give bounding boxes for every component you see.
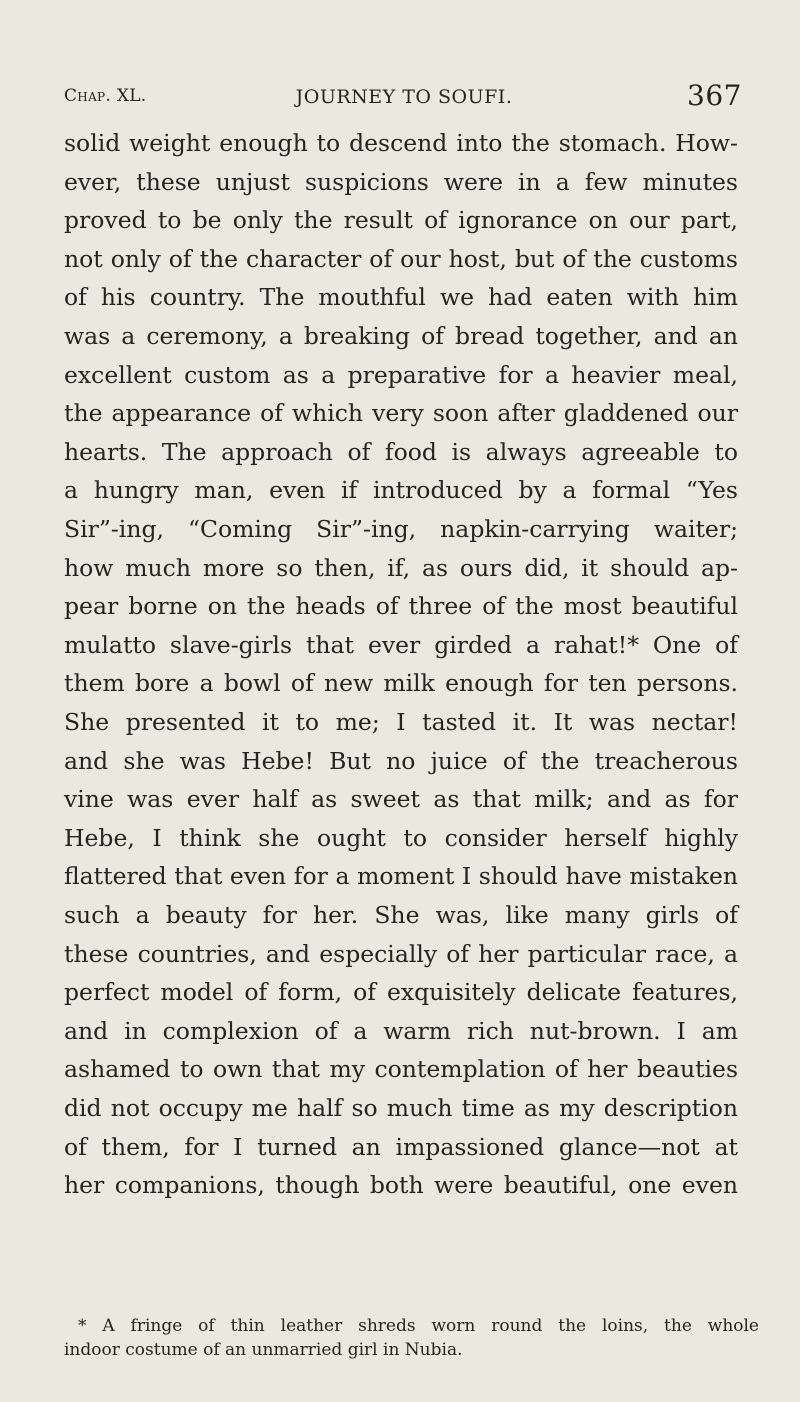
text-line: the appearance of which very soon after gladdened our: [64, 399, 738, 428]
page-number: 367: [687, 79, 742, 112]
text-line: ever, these unjust suspicions were in a few minutes: [64, 167, 738, 196]
text-line: a hungry man, even if introduced by a formal “Yes: [64, 476, 738, 505]
running-head: [64, 70, 742, 110]
text-line: She presented it to me; I tasted it. It was nectar!: [64, 708, 738, 736]
text-line: them bore a bowl of new milk enough for ten persons.: [64, 669, 738, 698]
text-line: and she was Hebe! But no juice of the treacherous: [64, 746, 738, 775]
text-line: solid weight enough to descend into the stomach. How-: [64, 129, 738, 157]
text-line: of his country. The mouthful we had eaten with him: [64, 283, 738, 312]
chapter-label: Chap. XL.: [64, 86, 147, 106]
text-line: and in complexion of a warm rich nut-brown. I am: [64, 1016, 738, 1045]
footnote-line: indoor costume of an unmarried girl in Nubia.: [64, 1340, 463, 1360]
text-line: pear borne on the heads of three of the most beautiful: [64, 592, 738, 621]
text-line: of them, for I turned an impassioned glance—not at: [64, 1132, 738, 1161]
footnote-line: * A fringe of thin leather shreds worn round the loins, the whole: [78, 1316, 759, 1336]
text-line: proved to be only the result of ignorance on our part,: [64, 206, 738, 235]
text-line: flattered that even for a moment I should have mistaken: [64, 862, 738, 891]
text-line: hearts. The approach of food is always agreeable to: [64, 437, 738, 466]
text-line: was a ceremony, a breaking of bread together, and an: [64, 322, 738, 350]
text-line: these countries, and especially of her particular race, a: [64, 939, 738, 968]
text-line: Hebe, I think she ought to consider herself highly: [64, 823, 738, 852]
text-line: vine was ever half as sweet as that milk; and as for: [64, 785, 738, 814]
text-line: Sir”-ing, “Coming Sir”-ing, napkin-carrying waiter;: [64, 515, 738, 543]
text-line: her companions, though both were beautiful, one even: [64, 1171, 738, 1200]
text-line: ashamed to own that my contemplation of her beauties: [64, 1055, 738, 1084]
text-line: not only of the character of our host, but of the customs: [64, 244, 738, 273]
text-line: excellent custom as a preparative for a heavier meal,: [64, 360, 738, 389]
text-line: mulatto slave-girls that ever girded a rahat!* One of: [64, 630, 738, 659]
text-line: such a beauty for her. She was, like many girls of: [64, 901, 738, 929]
text-line: perfect model of form, of exquisitely delicate features,: [64, 978, 738, 1007]
chapter-title: JOURNEY TO SOUFI.: [295, 86, 513, 108]
text-line: did not occupy me half so much time as my description: [64, 1094, 738, 1122]
text-line: how much more so then, if, as ours did, it should ap-: [64, 553, 738, 582]
